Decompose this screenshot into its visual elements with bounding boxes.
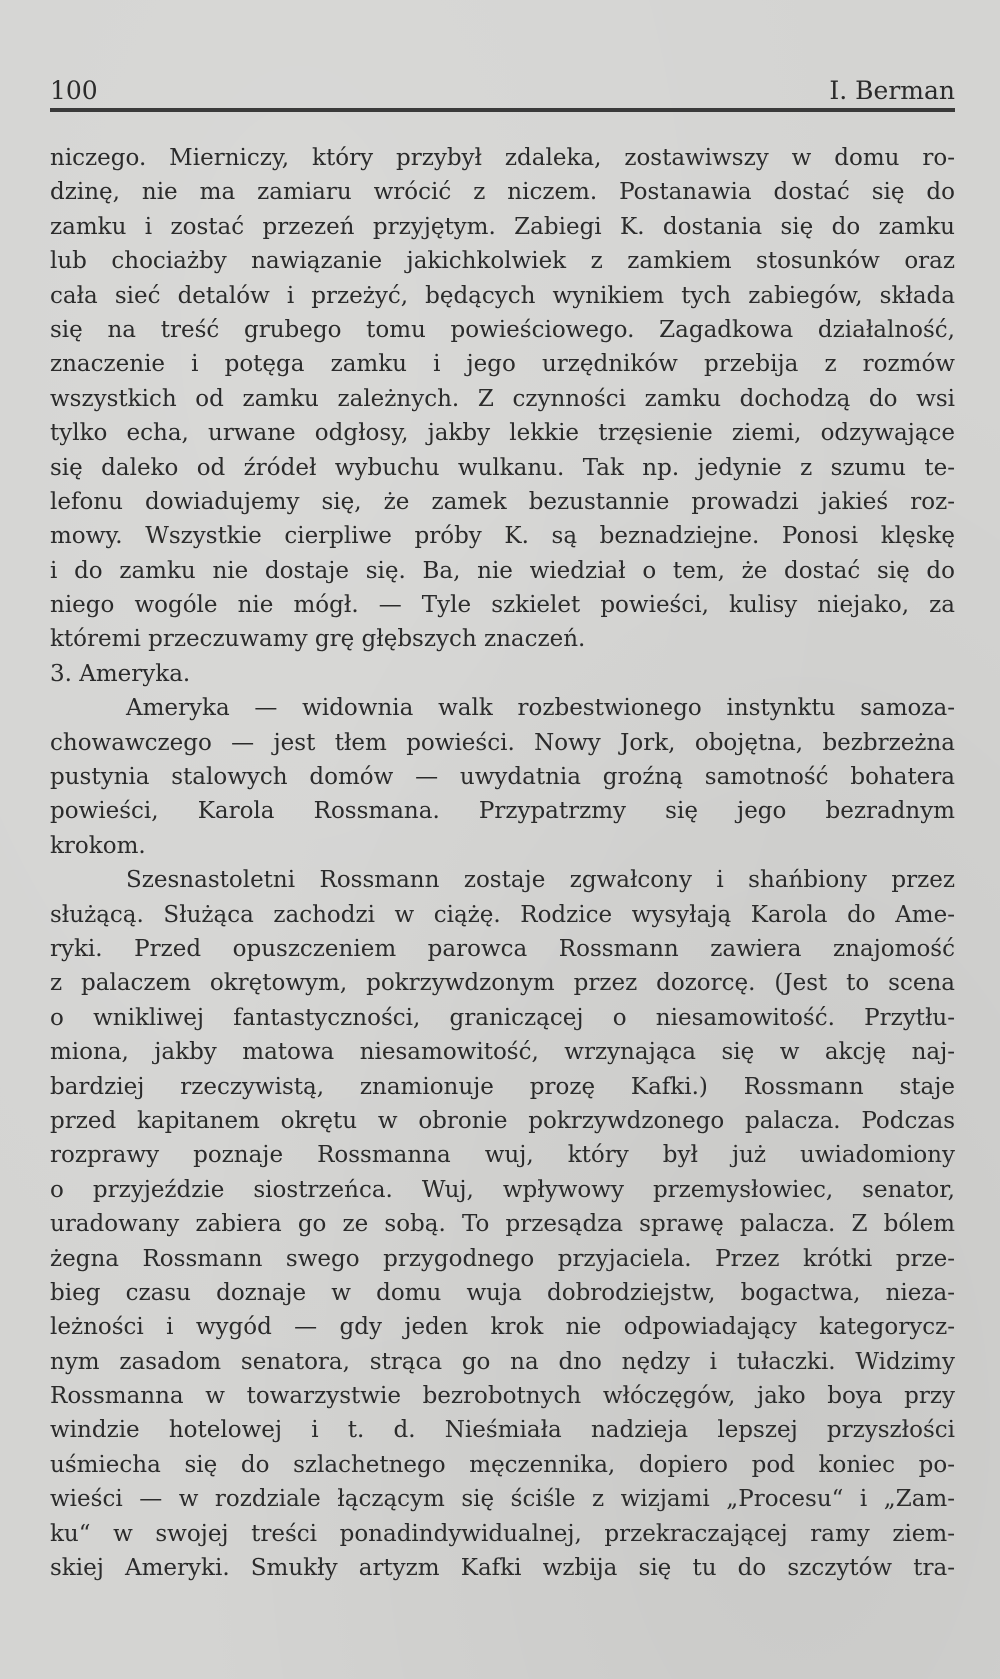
- text-line: miona, jakby matowa niesamowitość, wrzynająca się w akcję naj-: [50, 1039, 955, 1066]
- page-number: 100: [50, 76, 98, 105]
- text-line: wieści — w rozdziale łączącym się ściśle z wizjami „Procesu“ i „Zam-: [50, 1486, 955, 1513]
- text-line: mowy. Wszystkie cierpliwe próby K. są beznadziejne. Ponosi klęskę: [50, 523, 955, 550]
- text-line: bieg czasu doznaje w domu wuja dobrodziejstw, bogactwa, nieza-: [50, 1279, 955, 1306]
- text-line: uśmiecha się do szlachetnego męczennika, dopiero pod koniec po-: [50, 1451, 955, 1478]
- text-line: dzinę, nie ma zamiaru wrócić z niczem. Postanawia dostać się do: [50, 179, 955, 206]
- text-line: cała sieć detalów i przeżyć, będących wynikiem tych zabiegów, składa: [50, 282, 955, 309]
- text-line: Szesnastoletni Rossmann zostaje zgwałcony i shańbiony przez: [126, 867, 955, 894]
- text-line: nym zasadom senatora, strąca go na dno nędzy i tułaczki. Widzimy: [50, 1348, 955, 1375]
- text-line: lefonu dowiadujemy się, że zamek bezustannie prowadzi jakieś roz-: [50, 488, 955, 515]
- text-line: znaczenie i potęga zamku i jego urzędników przebija z rozmów: [50, 351, 955, 378]
- text-line: lub chociażby nawiązanie jakichkolwiek z zamkiem stosunków oraz: [50, 248, 955, 275]
- header-rule: [50, 108, 955, 112]
- text-line: leżności i wygód — gdy jeden krok nie odpowiadający kategorycz-: [50, 1314, 955, 1341]
- text-line: skiej Ameryki. Smukły artyzm Kafki wzbija się tu do szczytów tra-: [50, 1555, 955, 1582]
- text-line: ku“ w swojej treści ponadindywidualnej, przekraczającej ramy ziem-: [50, 1520, 955, 1547]
- text-line: zamku i zostać przezeń przyjętym. Zabiegi K. dostania się do zamku: [50, 213, 955, 240]
- text-line: niego wogóle nie mógł. — Tyle szkielet powieści, kulisy niejako, za: [50, 592, 955, 619]
- page-header: [50, 76, 955, 106]
- text-line: bardziej rzeczywistą, znamionuje prozę Kafki.) Rossmann staje: [50, 1073, 955, 1100]
- text-line: któremi przeczuwamy grę głębszych znaczeń.: [50, 626, 586, 653]
- text-line: windzie hotelowej i t. d. Nieśmiała nadzieja lepszej przyszłości: [50, 1417, 955, 1444]
- body-text: [50, 141, 955, 1585]
- text-line: chowawczego — jest tłem powieści. Nowy Jork, obojętna, bezbrzeżna: [50, 729, 955, 756]
- text-line: służącą. Służąca zachodzi w ciążę. Rodzice wysyłają Karola do Ame-: [50, 901, 955, 928]
- text-line: pustynia stalowych domów — uwydatnia groźną samotność bohatera: [50, 764, 955, 791]
- text-line: z palaczem okrętowym, pokrzywdzonym przez dozorcę. (Jest to scena: [50, 970, 955, 997]
- text-line: żegna Rossmann swego przygodnego przyjaciela. Przez krótki prze-: [50, 1245, 955, 1272]
- text-line: się daleko od źródeł wybuchu wulkanu. Tak np. jedynie z szumu te-: [50, 454, 955, 481]
- text-line: Rossmanna w towarzystwie bezrobotnych włóczęgów, jako boya przy: [50, 1383, 955, 1410]
- text-line: powieści, Karola Rossmana. Przypatrzmy się jego bezradnym: [50, 798, 955, 825]
- text-line: wszystkich od zamku zależnych. Z czynności zamku dochodzą do wsi: [50, 385, 955, 412]
- text-line: o przyjeździe siostrzeńca. Wuj, wpływowy przemysłowiec, senator,: [50, 1176, 955, 1203]
- text-line: i do zamku nie dostaje się. Ba, nie wiedział o tem, że dostać się do: [50, 557, 955, 584]
- text-line: krokom.: [50, 832, 146, 859]
- text-line: przed kapitanem okrętu w obronie pokrzywdzonego palacza. Podczas: [50, 1107, 955, 1134]
- text-line: niczego. Mierniczy, który przybył zdaleka, zostawiwszy w domu ro-: [50, 145, 955, 171]
- text-line: tylko echa, urwane odgłosy, jakby lekkie trzęsienie ziemi, odzywające: [50, 420, 955, 447]
- text-line: ryki. Przed opuszczeniem parowca Rossmann zawiera znajomość: [50, 935, 955, 962]
- text-line: się na treść grubego tomu powieściowego. Zagadkowa działalność,: [50, 316, 955, 343]
- section-heading: 3. Ameryka.: [50, 660, 191, 687]
- text-line: rozprawy poznaje Rossmanna wuj, który był już uwiadomiony: [50, 1142, 955, 1169]
- text-line: o wnikliwej fantastyczności, graniczącej o niesamowitość. Przytłu-: [50, 1004, 955, 1031]
- text-line: uradowany zabiera go ze sobą. To przesądza sprawę palacza. Z bólem: [50, 1211, 955, 1238]
- text-line: Ameryka — widownia walk rozbestwionego instynktu samoza-: [126, 695, 955, 722]
- running-head: I. Berman: [829, 76, 955, 105]
